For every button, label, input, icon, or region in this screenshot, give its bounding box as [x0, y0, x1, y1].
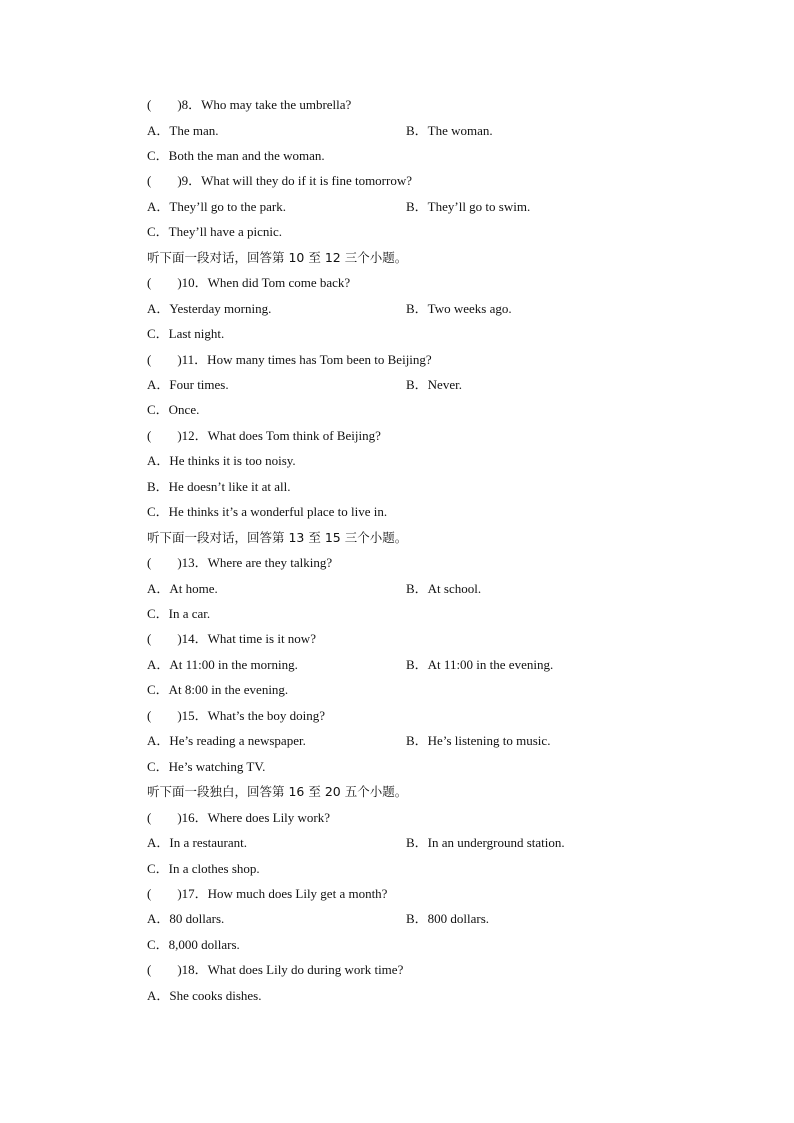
question-line: ( )12．What does Tom think of Beijing? [147, 427, 381, 443]
option-text: B．At school. [406, 580, 482, 596]
option-text: A．Four times. [147, 376, 229, 392]
option-text: C．Last night. [147, 326, 225, 341]
option-text: C．He’s watching TV. [147, 758, 266, 774]
question-line: ( )11．How many times has Tom been to Beijing? [147, 351, 432, 367]
section-instruction: 听下面一段对话，回答第 13 至 15 三个小题。 [147, 529, 408, 545]
question-line: ( )10．When did Tom come back? [147, 275, 351, 291]
option-text: B．Never. [406, 376, 462, 392]
option-text: B．At 11:00 in the evening. [406, 656, 554, 672]
option-text: A．He’s reading a newspaper. [147, 733, 306, 749]
option-text: C．In a clothes shop. [147, 860, 260, 876]
question-line: ( )16．Where does Lily work? [147, 809, 331, 825]
option-text: A．She cooks dishes. [147, 987, 262, 1003]
option-text: C．At 8:00 in the evening. [147, 682, 289, 698]
option-text: C．He thinks it’s a wonderful place to live in. [147, 504, 388, 520]
option-text: B．800 dollars. [406, 911, 490, 927]
option-text: B．In an underground station. [406, 835, 565, 850]
section-instruction: 听下面一段独白，回答第 16 至 20 五个小题。 [147, 784, 408, 800]
question-line: ( )17．How much does Lily get a month? [147, 885, 388, 901]
option-text: B．Two weeks ago. [406, 300, 512, 316]
option-text: A．80 dollars. [147, 911, 225, 927]
option-text: A．They’ll go to the park. [147, 198, 286, 214]
question-line: ( )13．Where are they talking? [147, 555, 333, 571]
option-text: C．8,000 dollars. [147, 936, 240, 952]
question-line: ( )8．Who may take the umbrella? [147, 97, 352, 112]
option-text: C．They’ll have a picnic. [147, 224, 283, 240]
option-text: A．Yesterday morning. [147, 300, 272, 316]
option-text: A．At home. [147, 580, 218, 596]
option-text: C．Once. [147, 402, 200, 418]
option-text: A．He thinks it is too noisy. [147, 453, 296, 469]
option-text: A．In a restaurant. [147, 835, 247, 850]
section-instruction: 听下面一段对话，回答第 10 至 12 三个小题。 [147, 249, 408, 265]
question-line: ( )15．What’s the boy doing? [147, 707, 325, 723]
option-text: B．He doesn’t like it at all. [147, 478, 291, 494]
option-text: A．The man. [147, 122, 219, 138]
option-text: C．In a car. [147, 606, 211, 621]
option-text: B．The woman. [406, 122, 493, 138]
option-text: B．They’ll go to swim. [406, 198, 531, 214]
option-text: B．He’s listening to music. [406, 733, 551, 749]
option-text: C．Both the man and the woman. [147, 147, 325, 163]
question-line: ( )9．What will they do if it is fine tomorrow? [147, 173, 413, 189]
option-text: A．At 11:00 in the morning. [147, 656, 298, 672]
question-line: ( )14．What time is it now? [147, 631, 316, 647]
question-line: ( )18．What does Lily do during work time? [147, 962, 404, 978]
